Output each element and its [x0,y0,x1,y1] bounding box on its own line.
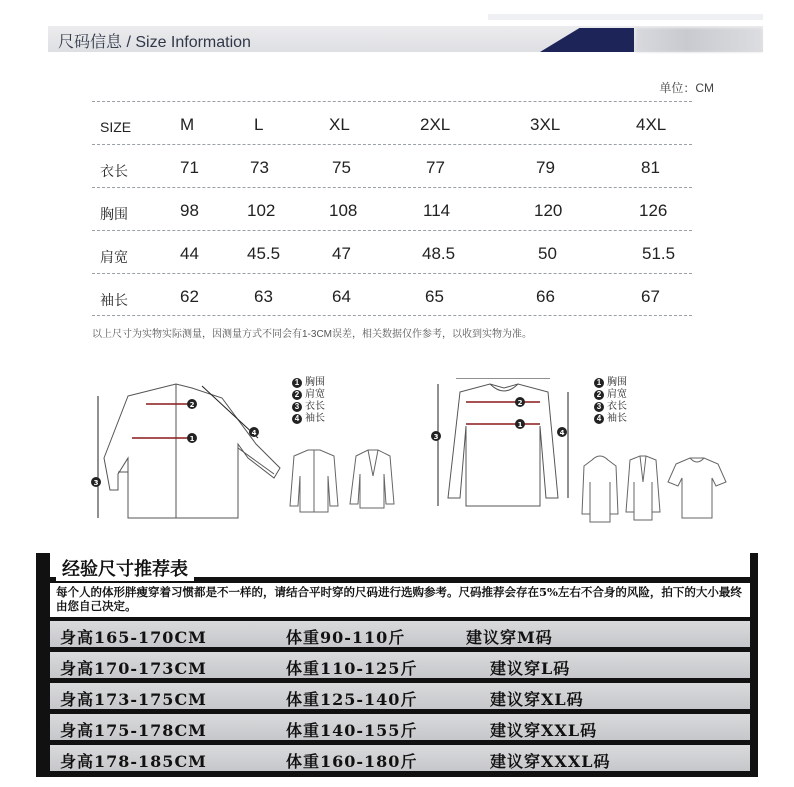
diagram-legend-right [594,377,627,425]
table-cell: 67 [641,287,660,306]
legend-number-icon: 4 [292,414,302,424]
legend-label: 胸围 [607,377,627,388]
recommendation-panel [36,553,758,777]
svg-text:3: 3 [93,479,99,487]
table-row [92,273,692,316]
table-cell: 51.5 [642,244,676,263]
svg-text:2: 2 [189,401,195,409]
table-cell: 65 [425,287,444,306]
measurement-note: 以上尺寸为实物实际测量，因测量方式不同会有1-3CM误差，相关数据仅作参考，以收到实物为准。 [92,329,533,340]
table-row [92,187,692,230]
column-header: M [180,115,195,134]
height-range: 身高173-175CM [60,690,207,709]
table-cell: 79 [536,158,555,177]
table-cell: 45.5 [247,244,281,263]
table-cell: 114 [423,201,451,220]
svg-text:1: 1 [189,435,195,443]
legend-number-icon: 2 [594,390,604,400]
legend-label: 衣长 [607,401,627,412]
table-cell: 44 [180,244,199,263]
legend-item [292,389,325,401]
table-cell: 62 [180,287,199,306]
weight-range: 体重160-180斤 [286,752,418,771]
blurred-logo [636,28,762,52]
recommendation-title: 经验尺寸推荐表 [56,555,194,581]
table-header-row [92,101,692,144]
height-range: 身高175-178CM [60,721,207,740]
banner-decoration-top [488,14,763,20]
jacket-sketches [286,446,396,516]
height-range: 身高165-170CM [60,628,207,647]
size-advice: 建议穿L码 [490,659,571,678]
legend-number-icon: 3 [594,402,604,412]
table-cell: 64 [332,287,351,306]
weight-range: 体重140-155斤 [286,721,418,740]
recommendation-description: 每个人的体形胖瘦穿着习惯都是不一样的，请结合平时穿的尺码进行选购参考。尺码推荐会存在5%左右不合身的风险，拍下的大小最终由您自己决定。 [50,583,750,617]
column-header: 3XL [530,115,561,134]
svg-text:4: 4 [251,429,257,437]
unit-label: 单位：CM [659,81,714,95]
size-table [92,101,692,316]
table-cell: 75 [332,158,351,177]
svg-text:2: 2 [517,399,523,407]
shirt-measurement-diagram [88,378,288,524]
column-header: XL [329,115,350,134]
table-row [92,144,692,187]
recommendation-row [50,652,750,678]
legend-label: 肩宽 [305,389,325,400]
row-label: 胸围 [100,206,128,222]
height-range: 身高178-185CM [60,752,207,771]
table-cell: 66 [536,287,555,306]
recommendation-row [50,745,750,771]
table-cell: 63 [254,287,273,306]
recommendation-row [50,714,750,740]
table-cell: 47 [332,244,351,263]
svg-text:3: 3 [433,433,439,441]
table-cell: 73 [250,158,269,177]
diagram-legend-left [292,377,325,425]
svg-text:1: 1 [517,421,523,429]
page-title: 尺码信息 / Size Information [58,34,251,51]
top-sketches [580,452,730,524]
row-label: 肩宽 [100,249,128,265]
table-cell: 102 [247,201,276,220]
legend-label: 肩宽 [607,389,627,400]
legend-item [594,413,627,425]
legend-item [292,377,325,389]
legend-item [594,377,627,389]
row-label: 袖长 [100,292,128,308]
legend-item [594,389,627,401]
size-advice: 建议穿XXL码 [490,721,598,740]
size-advice: 建议穿M码 [466,628,553,647]
recommendation-row [50,683,750,709]
table-cell: 50 [538,244,557,263]
legend-item [292,413,325,425]
recommendation-row [50,621,750,647]
sweater-measurement-diagram [428,378,578,524]
legend-number-icon: 1 [594,378,604,388]
table-cell: 108 [329,201,358,220]
legend-label: 胸围 [305,377,325,388]
legend-number-icon: 2 [292,390,302,400]
table-row [92,230,692,273]
weight-range: 体重110-125斤 [286,659,418,678]
height-range: 身高170-173CM [60,659,207,678]
table-cell: 81 [641,158,660,177]
table-cell: 98 [180,201,199,220]
column-header: 2XL [420,115,451,134]
legend-label: 衣长 [305,401,325,412]
column-header: SIZE [100,119,132,135]
column-header: 4XL [636,115,667,134]
legend-number-icon: 4 [594,414,604,424]
legend-item [292,401,325,413]
legend-label: 袖长 [305,413,325,424]
table-cell: 126 [639,201,668,220]
weight-range: 体重125-140斤 [286,690,418,709]
column-header: L [254,115,264,134]
svg-text:4: 4 [559,429,565,437]
legend-label: 袖长 [607,413,627,424]
legend-number-icon: 3 [292,402,302,412]
table-cell: 120 [534,201,563,220]
size-advice: 建议穿XXXL码 [490,752,611,771]
size-advice: 建议穿XL码 [490,690,584,709]
weight-range: 体重90-110斤 [286,628,406,647]
table-cell: 77 [426,158,445,177]
table-cell: 48.5 [422,244,456,263]
legend-number-icon: 1 [292,378,302,388]
row-label: 衣长 [100,163,128,179]
legend-item [594,401,627,413]
table-cell: 71 [180,158,199,177]
